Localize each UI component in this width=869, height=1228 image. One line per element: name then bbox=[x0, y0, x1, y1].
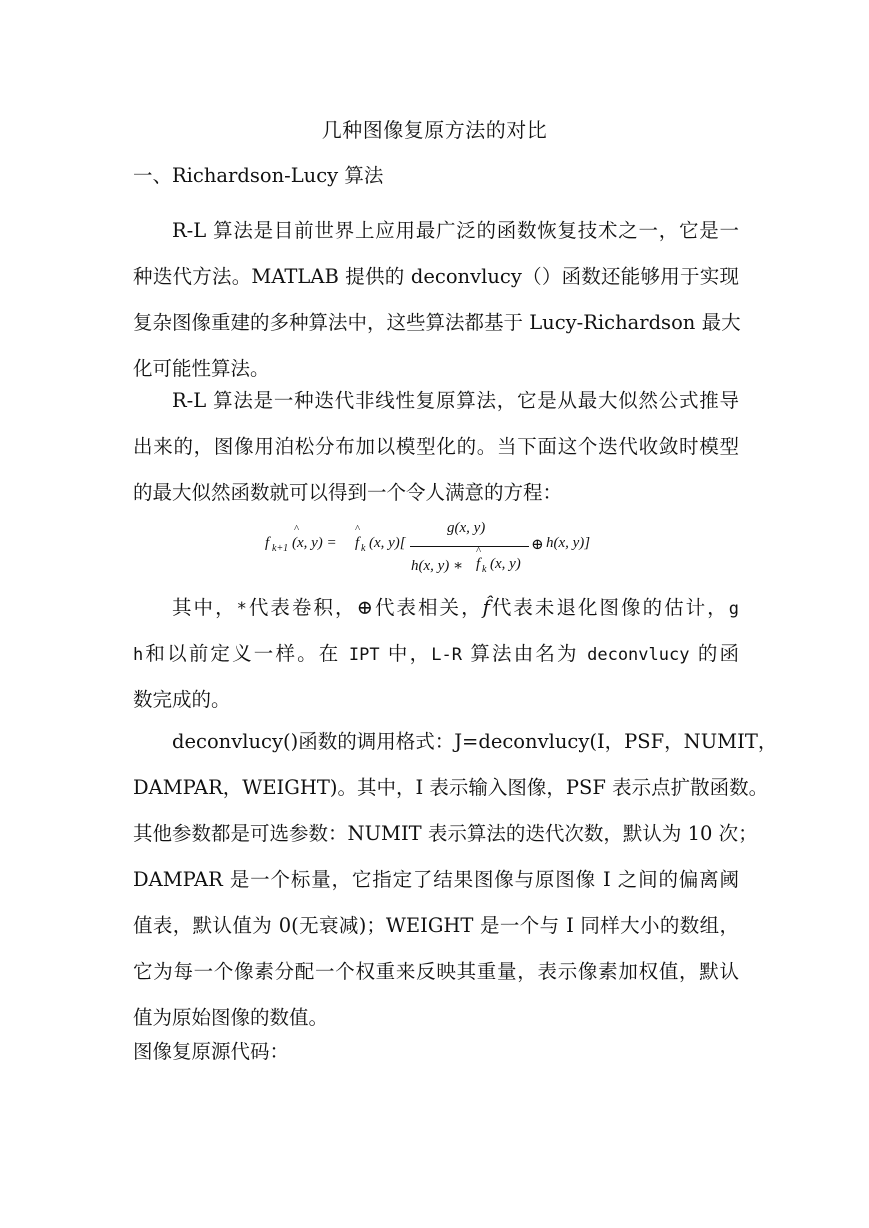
text-run: 和以前定义一样。在 bbox=[143, 642, 349, 665]
formula-denominator: h(x, y) ∗ bbox=[411, 558, 464, 574]
text-line bbox=[133, 631, 739, 677]
text-run: deconvlucy bbox=[587, 645, 690, 665]
text-line: 复杂图像重建的多种算法中，这些算法都基于 Lucy-Richardson 最大 bbox=[133, 311, 741, 334]
source-code-label: 图像复原源代码： bbox=[133, 1040, 290, 1063]
text-line: 它为每一个像素分配一个权重来反映其重量，表示像素加权值，默认 bbox=[133, 960, 739, 983]
section-heading: 一、Richardson-Lucy 算法 bbox=[133, 164, 384, 187]
formula-rhs-args: (x, y)[ bbox=[369, 535, 406, 551]
text-line bbox=[133, 585, 739, 631]
text-run: 的函 bbox=[689, 642, 740, 665]
formula-den-args: (x, y) bbox=[490, 556, 521, 572]
text-run: g bbox=[728, 599, 739, 619]
text-run: 代表卷积， bbox=[246, 596, 357, 619]
formula-lhs-sub: k+1 bbox=[272, 543, 289, 554]
convolution-symbol: * bbox=[236, 599, 247, 619]
text-run: 算法由名为 bbox=[462, 642, 588, 665]
formula-rhs-f: f bbox=[355, 535, 360, 551]
formula-numerator: g(x, y) bbox=[447, 520, 486, 536]
correlation-symbol: ⊕ bbox=[356, 596, 373, 619]
formula-lhs: f bbox=[265, 535, 270, 551]
formula-den-f: f bbox=[476, 556, 481, 572]
text-line: 化可能性算法。 bbox=[133, 357, 270, 380]
formula-den-sub: k bbox=[482, 564, 487, 575]
formula-h-term: h(x, y)] bbox=[546, 535, 591, 551]
paragraph-notation bbox=[133, 585, 739, 723]
text-line: DAMPAR 是一个标量，它指定了结果图像与原图像 I 之间的偏离阈 bbox=[133, 868, 739, 891]
text-line: R-L 算法是目前世界上应用最广泛的函数恢复技术之一，它是一 bbox=[172, 219, 739, 242]
text-line: 数完成的。 bbox=[133, 688, 231, 711]
estimate-symbol: f̂ bbox=[482, 596, 490, 619]
rl-iteration-formula bbox=[265, 517, 605, 579]
formula-rhs-sub: k bbox=[361, 543, 366, 554]
text-line: 其他参数都是可选参数：NUMIT 表示算法的迭代次数，默认为 10 次； bbox=[133, 822, 758, 845]
paragraph-algorithm bbox=[133, 378, 739, 516]
text-run: 其中， bbox=[172, 596, 237, 619]
text-line: 出来的，图像用泊松分布加以模型化的。当下面这个迭代收敛时模型 bbox=[133, 435, 739, 458]
text-run: 代表未退化图像的估计， bbox=[489, 596, 729, 619]
page-title: 几种图像复原方法的对比 bbox=[321, 118, 548, 142]
hat-mark: ^ bbox=[476, 545, 482, 557]
hat-mark: ^ bbox=[355, 523, 361, 535]
text-run: 中， bbox=[379, 642, 432, 665]
text-line: 的最大似然函数就可以得到一个令人满意的方程： bbox=[133, 481, 563, 504]
hat-mark: ^ bbox=[294, 523, 300, 535]
formula-oplus: ⊕ bbox=[531, 537, 544, 553]
text-run: L-R bbox=[431, 645, 462, 665]
paragraph-intro bbox=[133, 208, 739, 392]
text-line: R-L 算法是一种迭代非线性复原算法，它是从最大似然公式推导 bbox=[172, 389, 739, 412]
text-line: 值为原始图像的数值。 bbox=[133, 1006, 329, 1029]
text-run: 代表相关， bbox=[372, 596, 483, 619]
text-line: deconvlucy()函数的调用格式：J=deconvlucy(I，PSF，NUMIT， bbox=[172, 730, 778, 753]
text-line: 种迭代方法。MATLAB 提供的 deconvlucy（）函数还能够用于实现 bbox=[133, 265, 739, 288]
text-line: DAMPAR，WEIGHT)。其中，I 表示输入图像，PSF 表示点扩散函数。 bbox=[133, 776, 769, 799]
fraction-bar bbox=[410, 546, 529, 547]
formula-lhs-args: (x, y) = bbox=[292, 535, 337, 551]
text-line: 值表，默认值为 0(无衰减)；WEIGHT 是一个与 I 同样大小的数组， bbox=[133, 914, 739, 937]
text-run: IPT bbox=[348, 645, 380, 665]
text-run: h bbox=[133, 645, 144, 665]
paragraph-usage bbox=[133, 719, 778, 1041]
